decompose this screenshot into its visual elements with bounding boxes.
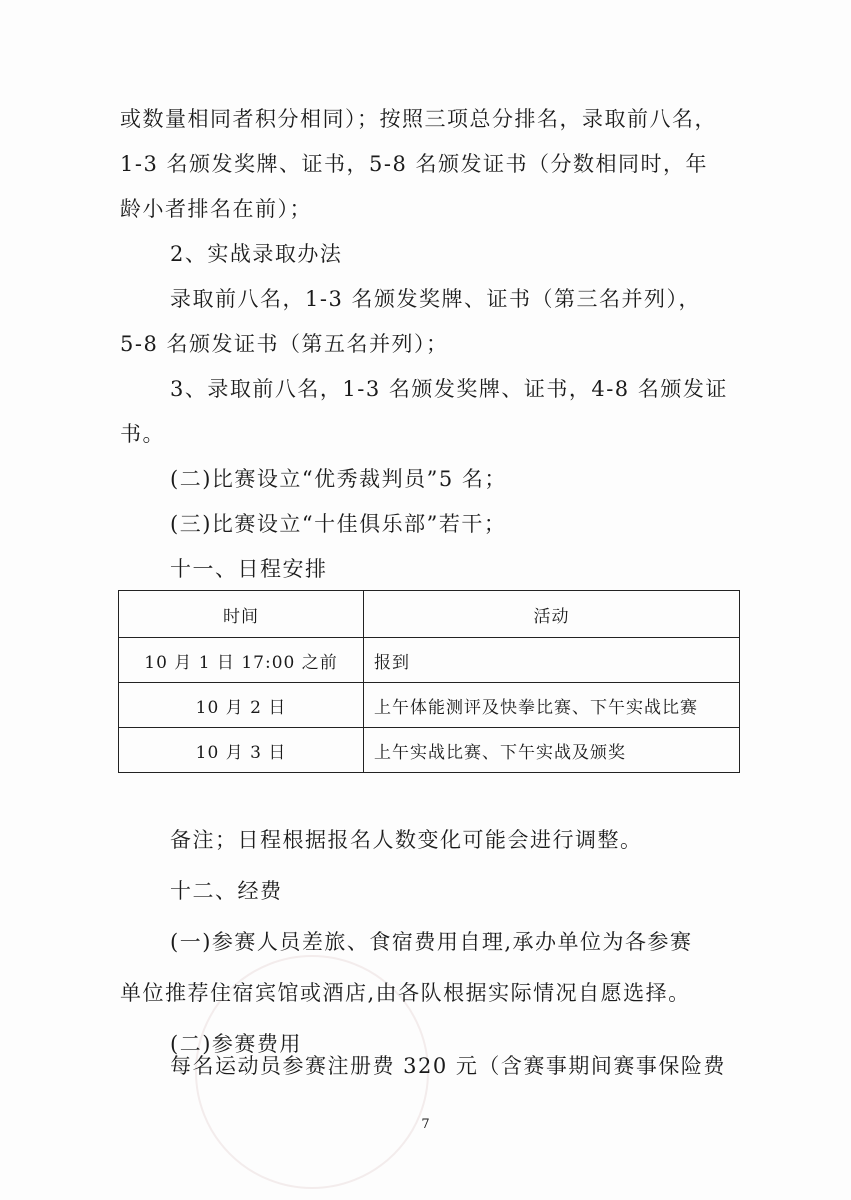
paragraph-line: (三)比赛设立“十佳俱乐部”若干； xyxy=(170,512,507,536)
table-cell-activity: 上午体能测评及快拳比赛、下午实战比赛 xyxy=(364,683,740,728)
table-cell-time: 10 月 3 日 xyxy=(119,728,364,773)
table-cell-activity: 上午实战比赛、下午实战及颁奖 xyxy=(364,728,740,773)
paragraph-line: 5-8 名颁发证书（第五名并列）； xyxy=(120,332,449,356)
table-row xyxy=(119,638,740,683)
paragraph-line: (一)参赛人员差旅、食宿费用自理,承办单位为各参赛 xyxy=(170,930,693,954)
table-cell-time: 10 月 2 日 xyxy=(119,683,364,728)
paragraph-line: (二)参赛费用 xyxy=(170,1032,302,1056)
table-header-row xyxy=(119,591,740,638)
schedule-table xyxy=(118,590,740,773)
section-heading: 十二、经费 xyxy=(170,879,283,903)
paragraph-line: 单位推荐住宿宾馆或酒店,由各队根据实际情况自愿选择。 xyxy=(120,981,691,1005)
table-row xyxy=(119,683,740,728)
paragraph-line: 录取前八名，1-3 名颁发奖牌、证书（第三名并列）， xyxy=(170,287,701,311)
table-cell-time: 10 月 1 日 17:00 之前 xyxy=(119,638,364,683)
paragraph-line: 每名运动员参赛注册费 320 元（含赛事期间赛事保险费 xyxy=(170,1054,726,1078)
paragraph-line: 或数量相同者积分相同）；按照三项总分排名，录取前八名， xyxy=(120,107,717,131)
paragraph-line: (二)比赛设立“优秀裁判员”5 名； xyxy=(170,467,507,491)
section-heading-schedule: 十一、日程安排 xyxy=(170,557,328,581)
table-cell-activity: 报到 xyxy=(364,638,740,683)
paragraph-line: 书。 xyxy=(120,422,165,446)
note-line: 备注；日程根据报名人数变化可能会进行调整。 xyxy=(170,828,643,852)
section-heading: 2、实战录取办法 xyxy=(170,242,343,266)
table-row xyxy=(119,728,740,773)
page-number: 7 xyxy=(421,1117,430,1132)
paragraph-line: 龄小者排名在前）； xyxy=(120,197,312,221)
paragraph-line: 3、录取前八名，1-3 名颁发奖牌、证书，4-8 名颁发证 xyxy=(170,377,728,401)
paragraph-line: 1-3 名颁发奖牌、证书，5-8 名颁发证书（分数相同时，年 xyxy=(120,152,708,176)
column-header-time: 时间 xyxy=(119,591,364,638)
column-header-activity: 活动 xyxy=(364,591,740,638)
